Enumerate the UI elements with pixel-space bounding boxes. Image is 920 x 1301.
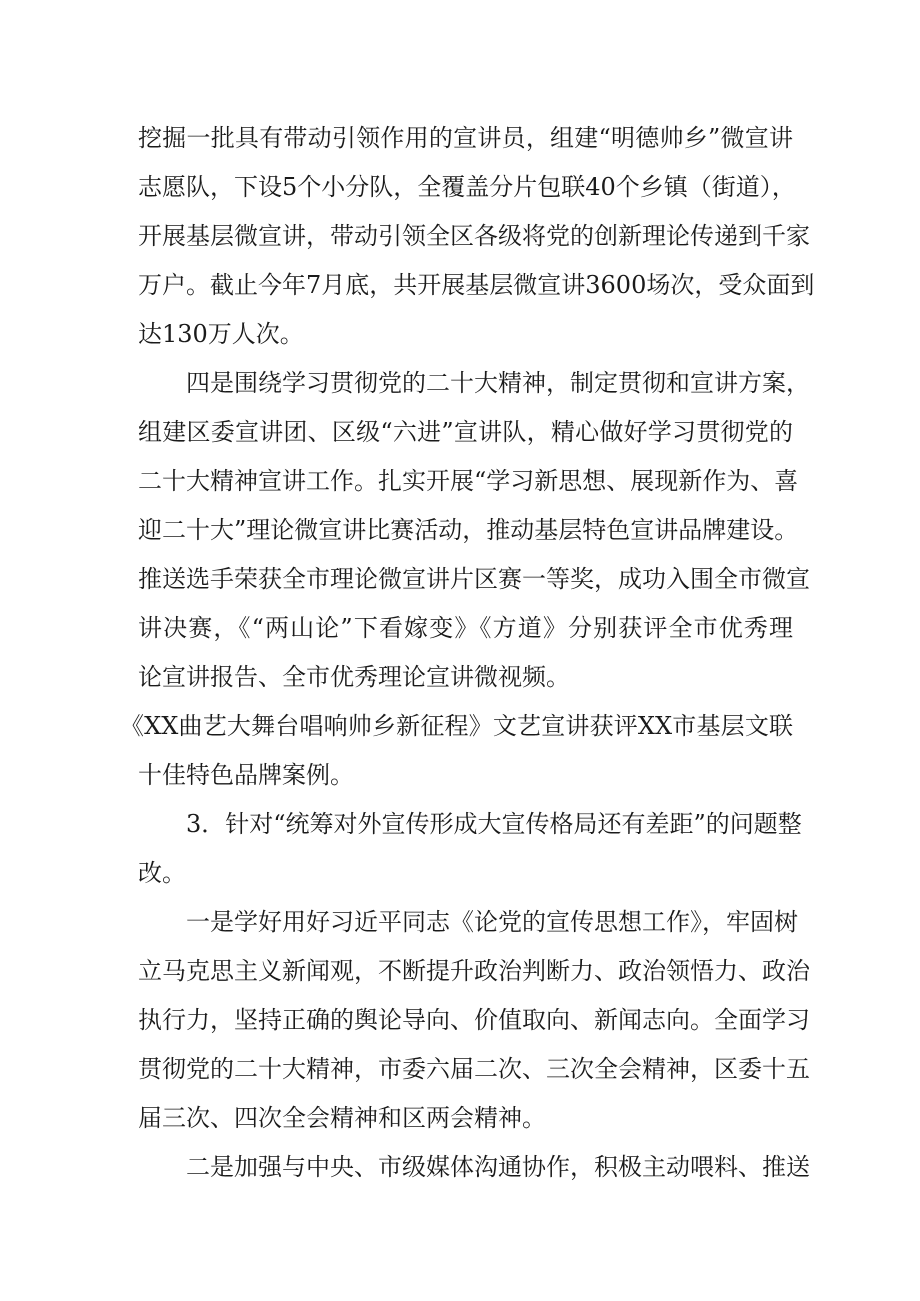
text-line: 志愿队，下设5个小分队，全覆盖分片包联40个乡镇（街道），: [138, 173, 796, 201]
text-line: 迎二十大”理论微宣讲比赛活动，推动基层特色宣讲品牌建设。: [138, 516, 799, 544]
text-line: 执行力，坚持正确的舆论导向、价值取向、新闻志向。全面学习: [138, 1006, 810, 1034]
paragraph-start-line: 四是围绕学习贯彻党的二十大精神，制定贯彻和宣讲方案，: [186, 369, 810, 397]
section-heading-line: 3．针对“统筹对外宣传形成大宣传格局还有差距”的问题整: [186, 810, 802, 838]
text-line: 论宣讲报告、全市优秀理论宣讲微视频。: [138, 663, 570, 691]
text-line: 讲决赛，《“两山论”下看嫁变》《方道》分别获评全市优秀理: [138, 614, 793, 642]
paragraph-start-line: 二是加强与中央、市级媒体沟通协作，积极主动喂料、推送: [186, 1153, 810, 1181]
text-line: 改。: [138, 859, 186, 887]
document-body: [120, 114, 815, 1192]
text-line: 开展基层微宣讲，带动引领全区各级将党的创新理论传递到千家: [138, 222, 810, 250]
text-line: 组建区委宣讲团、区级“六进”宣讲队，精心做好学习贯彻党的: [138, 418, 793, 446]
text-line: 推送选手荣获全市理论微宣讲片区赛一等奖，成功入围全市微宣: [138, 565, 810, 593]
text-line: 十佳特色品牌案例。: [138, 761, 354, 789]
text-line: 挖掘一批具有带动引领作用的宣讲员，组建“明德帅乡”微宣讲: [138, 124, 793, 152]
paragraph-start-line: 一是学好用好习近平同志《论党的宣传思想工作》，牢固树: [186, 908, 798, 936]
paragraph-start-line: 《XX曲艺大舞台唱响帅乡新征程》文艺宣讲获评XX市基层文联: [120, 712, 793, 740]
text-line: 达130万人次。: [138, 320, 304, 348]
text-line: 二十大精神宣讲工作。扎实开展“学习新思想、展现新作为、喜: [138, 467, 799, 495]
text-line: 贯彻党的二十大精神，市委六届二次、三次全会精神，区委十五: [138, 1055, 810, 1083]
text-line: 届三次、四次全会精神和区两会精神。: [138, 1104, 546, 1132]
text-line: 万户。截止今年7月底，共开展基层微宣讲3600场次，受众面到: [138, 271, 815, 299]
text-line: 立马克思主义新闻观，不断提升政治判断力、政治领悟力、政治: [138, 957, 810, 985]
